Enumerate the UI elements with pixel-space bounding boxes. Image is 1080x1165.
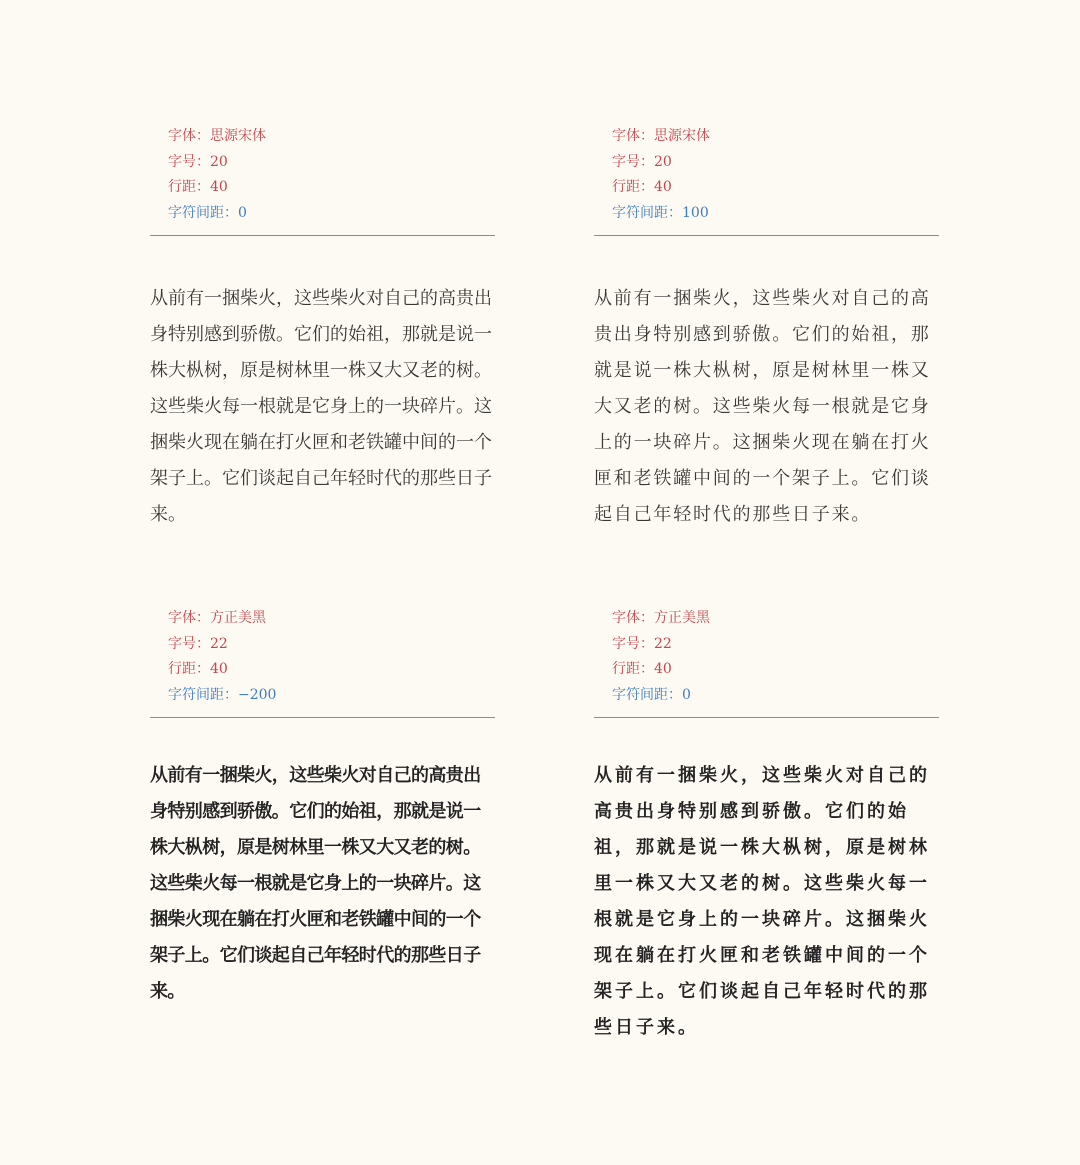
font-family-label: 字体：方正美黑	[612, 610, 710, 626]
sample-paragraph: 从前有一捆柴火，这些柴火对自己的高贵出身特别感到骄傲。它们的始祖，那就是说一株大枞树，原是树林里一株又大又老的树。这些柴火每一根就是它身上的一块碎片。这捆柴火现在躺在打火匣和老铁罐中间的一个架子上。它们谈起自己年轻时代的那些日子来。	[150, 764, 481, 1002]
letter-spacing-label: 字符间距：0	[612, 687, 691, 704]
font-size-label: 字号：20	[612, 153, 672, 170]
typography-sample-meihei-tracking-minus-200	[150, 606, 495, 1010]
line-height-label: 行距：40	[612, 661, 672, 678]
font-size-label: 字号：22	[168, 635, 228, 652]
letter-spacing-label: 字符间距：−200	[168, 687, 277, 704]
font-family-label: 字体：思源宋体	[612, 128, 710, 144]
line-height-label: 行距：40	[168, 179, 228, 196]
sample-paragraph: 从前有一捆柴火，这些柴火对自己的高贵出身特别感到骄傲。它们的始祖，那就是说一株大枞树，原是树林里一株又大又老的树。这些柴火每一根就是它身上的一块碎片。这捆柴火现在躺在打火匣和老铁罐中间的一个架子上。它们谈起自己年轻时代的那些日子来。	[150, 287, 492, 525]
spec-list	[594, 124, 939, 227]
divider	[150, 235, 495, 236]
sample-paragraph: 从前有一捆柴火，这些柴火对自己的高贵出身特别感到骄傲。它们的始祖，那就是说一株大枞树，原是树林里一株又大又老的树。这些柴火每一根就是它身上的一块碎片。这捆柴火现在躺在打火匣和老铁罐中间的一个架子上。它们谈起自己年轻时代的那些日子来。	[594, 764, 930, 1038]
divider	[150, 717, 495, 718]
typography-sample-songti-tracking-0	[150, 124, 495, 533]
spec-list	[594, 606, 939, 709]
font-size-label: 字号：22	[612, 635, 672, 652]
divider	[594, 717, 939, 718]
spec-list	[150, 124, 495, 227]
line-height-label: 行距：40	[168, 661, 228, 678]
spec-list	[150, 606, 495, 709]
font-size-label: 字号：20	[168, 153, 228, 170]
font-family-label: 字体：方正美黑	[168, 610, 266, 626]
letter-spacing-label: 字符间距：100	[612, 205, 709, 222]
divider	[594, 235, 939, 236]
typography-sample-meihei-tracking-0	[594, 606, 939, 1046]
sample-paragraph: 从前有一捆柴火，这些柴火对自己的高贵出身特别感到骄傲。它们的始祖，那就是说一株大枞树，原是树林里一株又大又老的树。这些柴火每一根就是它身上的一块碎片。这捆柴火现在躺在打火匣和老铁罐中间的一个架子上。它们谈起自己年轻时代的那些日子来。	[594, 287, 931, 525]
letter-spacing-label: 字符间距：0	[168, 205, 247, 222]
typography-sample-songti-tracking-100	[594, 124, 939, 533]
line-height-label: 行距：40	[612, 179, 672, 196]
font-family-label: 字体：思源宋体	[168, 128, 266, 144]
